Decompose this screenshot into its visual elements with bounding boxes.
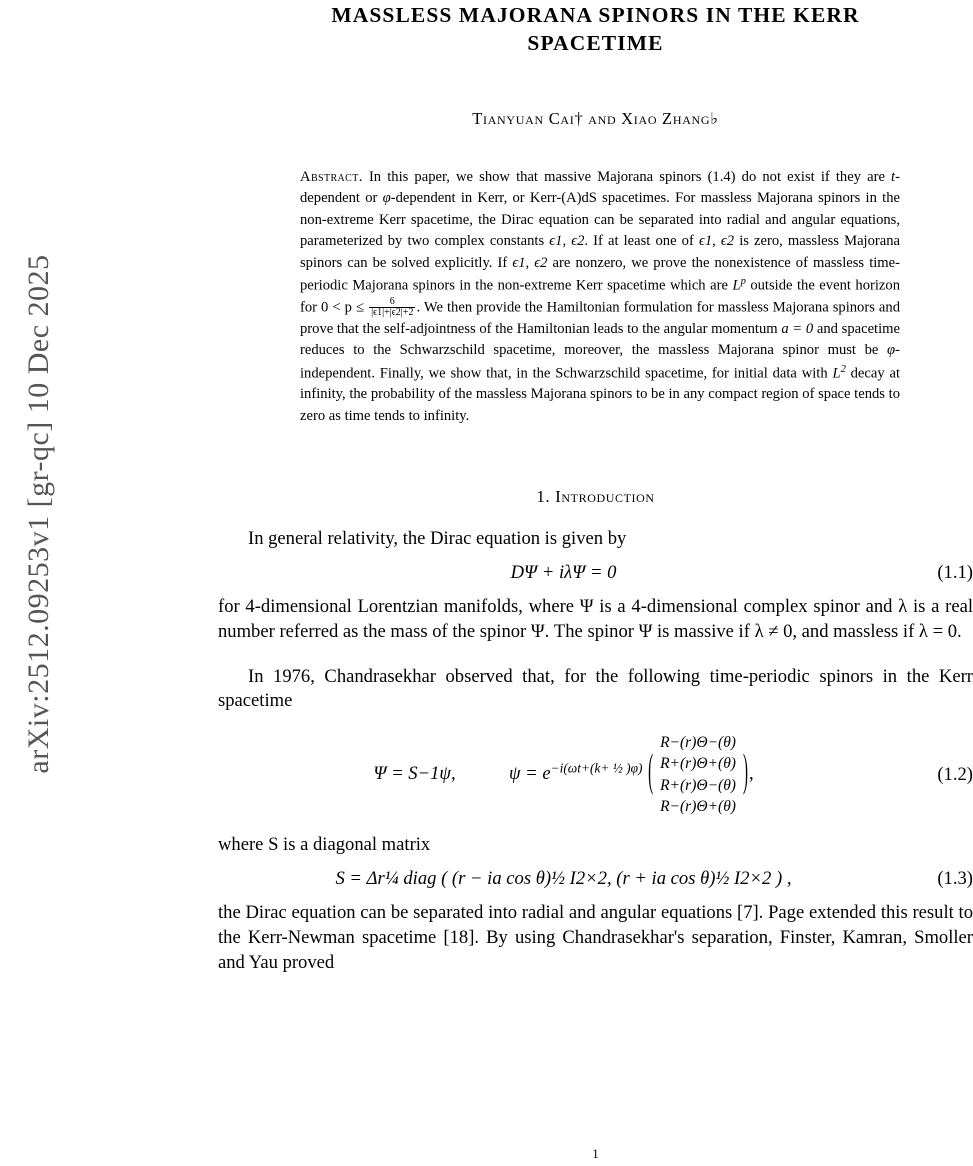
equation-1-2-exponent: −i(ωt+(k+ ½ )φ)	[550, 760, 643, 776]
abstract-text-6: is zero, massless Majorana spinors can be solved explicitly. If	[300, 233, 901, 271]
abstract-text-12: decay at infinity, the probability of the massless Majorana spinors to be in any compact region of space tends to zero as time tends to infinity.	[300, 365, 900, 424]
abstract-text-4: ,	[562, 233, 572, 250]
abstract-text-5: . If at least one of	[584, 233, 699, 250]
paragraph-4: where S is a diagonal matrix	[218, 834, 431, 856]
abstract-eps1-b: ϵ1	[698, 233, 713, 250]
equation-1-2	[218, 714, 973, 818]
abstract-heading: Abstract.	[300, 169, 363, 186]
abstract-text-10: and spacetime reduces to the Schwarzschild spacetime, moreover, the massless Majorana spinor must be	[300, 320, 900, 359]
equation-1-2-body	[218, 732, 909, 818]
abstract-text-8: outside the event horizon for 0 < p ≤	[300, 277, 900, 316]
abstract-Lp: L	[732, 277, 741, 294]
equation-1-2-number: (1.2)	[937, 763, 973, 785]
equation-1-3-body: S = Δr¼ diag ( (r − ia cos θ)½ I2×2, (r + ia cos θ)½ I2×2 ) ,	[335, 868, 792, 890]
matrix-row-4: R−(r)Θ+(θ)	[660, 798, 736, 816]
abstract-text-4c: ,	[525, 254, 535, 271]
abstract-eps2-b: ϵ2	[720, 233, 735, 250]
paragraph-3: In 1976, Chandrasekhar observed that, for the following time-periodic spinors in the Kerr spacetime	[218, 665, 973, 712]
equation-1-2-matrix	[647, 732, 749, 818]
equation-1-1-body: DΨ + iλΨ = 0	[510, 562, 617, 584]
abstract-Lp-exp: p	[740, 276, 746, 288]
abstract	[300, 129, 900, 427]
matrix-row-3: R+(r)Θ−(θ)	[660, 776, 736, 794]
equation-1-1-number: (1.1)	[937, 562, 973, 584]
paragraph-1: In general relativity, the Dirac equation is given by	[248, 528, 627, 550]
abstract-eps2-c: ϵ2	[534, 254, 548, 271]
abstract-eps1: ϵ1	[549, 233, 563, 250]
abstract-var-phi: φ	[382, 190, 391, 207]
title-line-1: MASSLESS MAJORANA SPINORS IN THE KERR	[331, 3, 860, 27]
abstract-L2-exp: 2	[840, 363, 846, 375]
page-content	[218, 0, 973, 1166]
abstract-eps1-c: ϵ1	[512, 254, 526, 271]
abstract-text-4b: ,	[712, 233, 721, 250]
abstract-text-3: -dependent in Kerr, or Kerr-(A)dS spacetimes. For massless Majorana spinors in the non-extreme Kerr spacetime, the Dirac equation can be separated into radial and angular equations, parameterized by two complex constants	[300, 190, 900, 250]
abstract-fraction	[369, 297, 415, 319]
authors	[218, 57, 973, 129]
abstract-text-11: -independent. Finally, we show that, in the Schwarzschild spacetime, for initial data with	[300, 342, 900, 382]
equation-1-2-rhs-prefix: ψ = e	[508, 762, 551, 784]
matrix-right-paren: )	[742, 749, 748, 798]
matrix-rows	[654, 732, 742, 818]
abstract-var-t: t	[891, 169, 896, 186]
paragraph-5: the Dirac equation can be separated into radial and angular equations [7]. Page extended this result to the Kerr-Newman spacetime [18]. By using Chandrasekhar's separation, Finster, Kamran, Smoller and Yau proved	[218, 902, 973, 973]
equation-1-3-number: (1.3)	[937, 868, 973, 890]
equation-1-1	[218, 552, 973, 584]
page-number: 1	[592, 1147, 599, 1161]
fraction-numerator: 6	[369, 297, 415, 309]
equation-1-2-lhs: Ψ = S−1ψ,	[373, 762, 456, 784]
matrix-row-2: R+(r)Θ+(θ)	[660, 755, 736, 773]
section-number: 1.	[536, 487, 551, 507]
section-heading	[218, 427, 973, 507]
page-title	[218, 0, 973, 57]
abstract-a-eq: a = 0	[781, 320, 814, 337]
title-line-2: SPACETIME	[527, 30, 664, 55]
fraction-denominator: |ϵ1|+|ϵ2|+2	[371, 307, 414, 319]
section-title: Introduction	[555, 487, 655, 507]
equation-1-2-tail: ,	[748, 762, 754, 784]
abstract-eps2: ϵ2	[571, 233, 585, 250]
abstract-text-7: are nonzero, we prove the nonexistence of massless time-periodic Majorana spinors in the non-extreme Kerr spacetime which are	[300, 254, 900, 294]
matrix-left-paren: (	[648, 749, 654, 798]
abstract-text-9: . We then provide the Hamiltonian formulation for massless Majorana spinors and prove that the self-adjointness of the Hamiltonian leads to the angular momentum	[300, 299, 900, 337]
abstract-text-1: In this paper, we show that massive Majorana spinors (1.4) do not exist if they are	[368, 169, 892, 186]
authors-text: Tianyuan Cai† and Xiao Zhang♭	[472, 109, 719, 129]
abstract-text-2: -dependent or	[300, 169, 900, 207]
abstract-L2: L	[832, 365, 841, 382]
paragraph-2: for 4-dimensional Lorentzian manifolds, where Ψ is a 4-dimensional complex spinor and λ is a real number referred as the mass of the spinor Ψ. The spinor Ψ is massive if λ ≠ 0, and massless if λ = 0.	[218, 596, 973, 642]
abstract-var-phi-2: φ	[887, 342, 896, 359]
matrix-row-1: R−(r)Θ−(θ)	[660, 733, 736, 751]
equation-1-3	[218, 858, 973, 890]
arxiv-stamp: arXiv:2512.09253v1 [gr-qc] 10 Dec 2025	[22, 254, 55, 774]
